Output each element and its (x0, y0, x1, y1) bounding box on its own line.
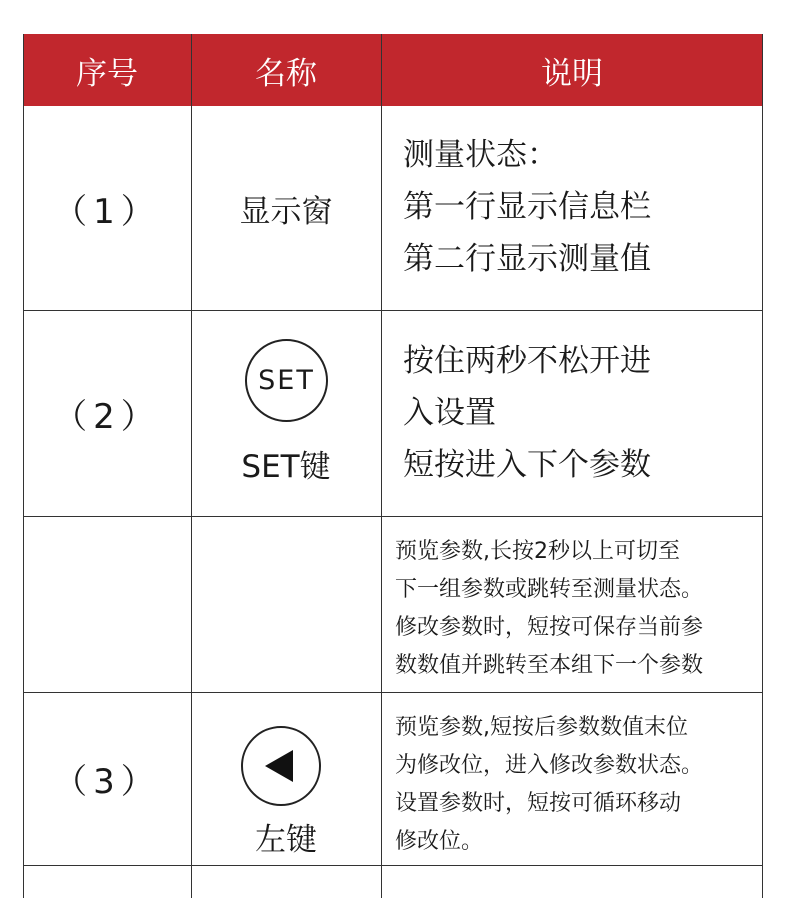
row-2-desc-line: 短按进入下个参数 (403, 447, 651, 483)
row-1-name: 显示窗 (239, 193, 333, 230)
row-1-index: （1） (53, 191, 161, 232)
row-1-desc-line: 第二行显示测量值 (403, 241, 651, 277)
row-2-desc-line: 入设置 (403, 395, 496, 431)
header-index: 序号 (76, 55, 138, 92)
set-icon-label: SET (258, 365, 315, 396)
row-3-name: 左键 (255, 821, 317, 858)
header-description: 说明 (541, 55, 603, 92)
set-button-icon (245, 339, 328, 422)
row-2b-desc-line: 修改参数时，短按可保存当前参 (395, 615, 704, 640)
header-name: 名称 (255, 55, 317, 92)
row-2-index: （2） (53, 396, 161, 437)
row-3-desc-line: 为修改位，进入修改参数状态。 (395, 753, 704, 778)
row-2b-desc-line: 数数值并跳转至本组下一个参数 (395, 653, 704, 678)
left-arrow-icon (261, 746, 301, 786)
table-header (23, 34, 763, 106)
row-2b-desc-line: 下一组参数或跳转至测量状态。 (395, 577, 704, 602)
row-2b-desc-line: 预览参数,长按2秒以上可切至 (395, 539, 680, 564)
row-1-desc-line: 测量状态： (403, 137, 558, 173)
row-3-desc-line: 预览参数,短按后参数数值末位 (395, 715, 688, 740)
row-1-desc-line: 第一行显示信息栏 (403, 189, 651, 225)
row-3-desc-line: 修改位。 (395, 829, 484, 854)
row-3-index: （3） (53, 762, 161, 802)
key-description-table (23, 34, 763, 898)
left-arrow-button-icon (241, 726, 321, 806)
row-2-desc-line: 按住两秒不松开进 (403, 343, 651, 379)
row-3-desc-line: 设置参数时，短按可循环移动 (395, 791, 682, 816)
row-2-name: SET键 (241, 448, 331, 485)
